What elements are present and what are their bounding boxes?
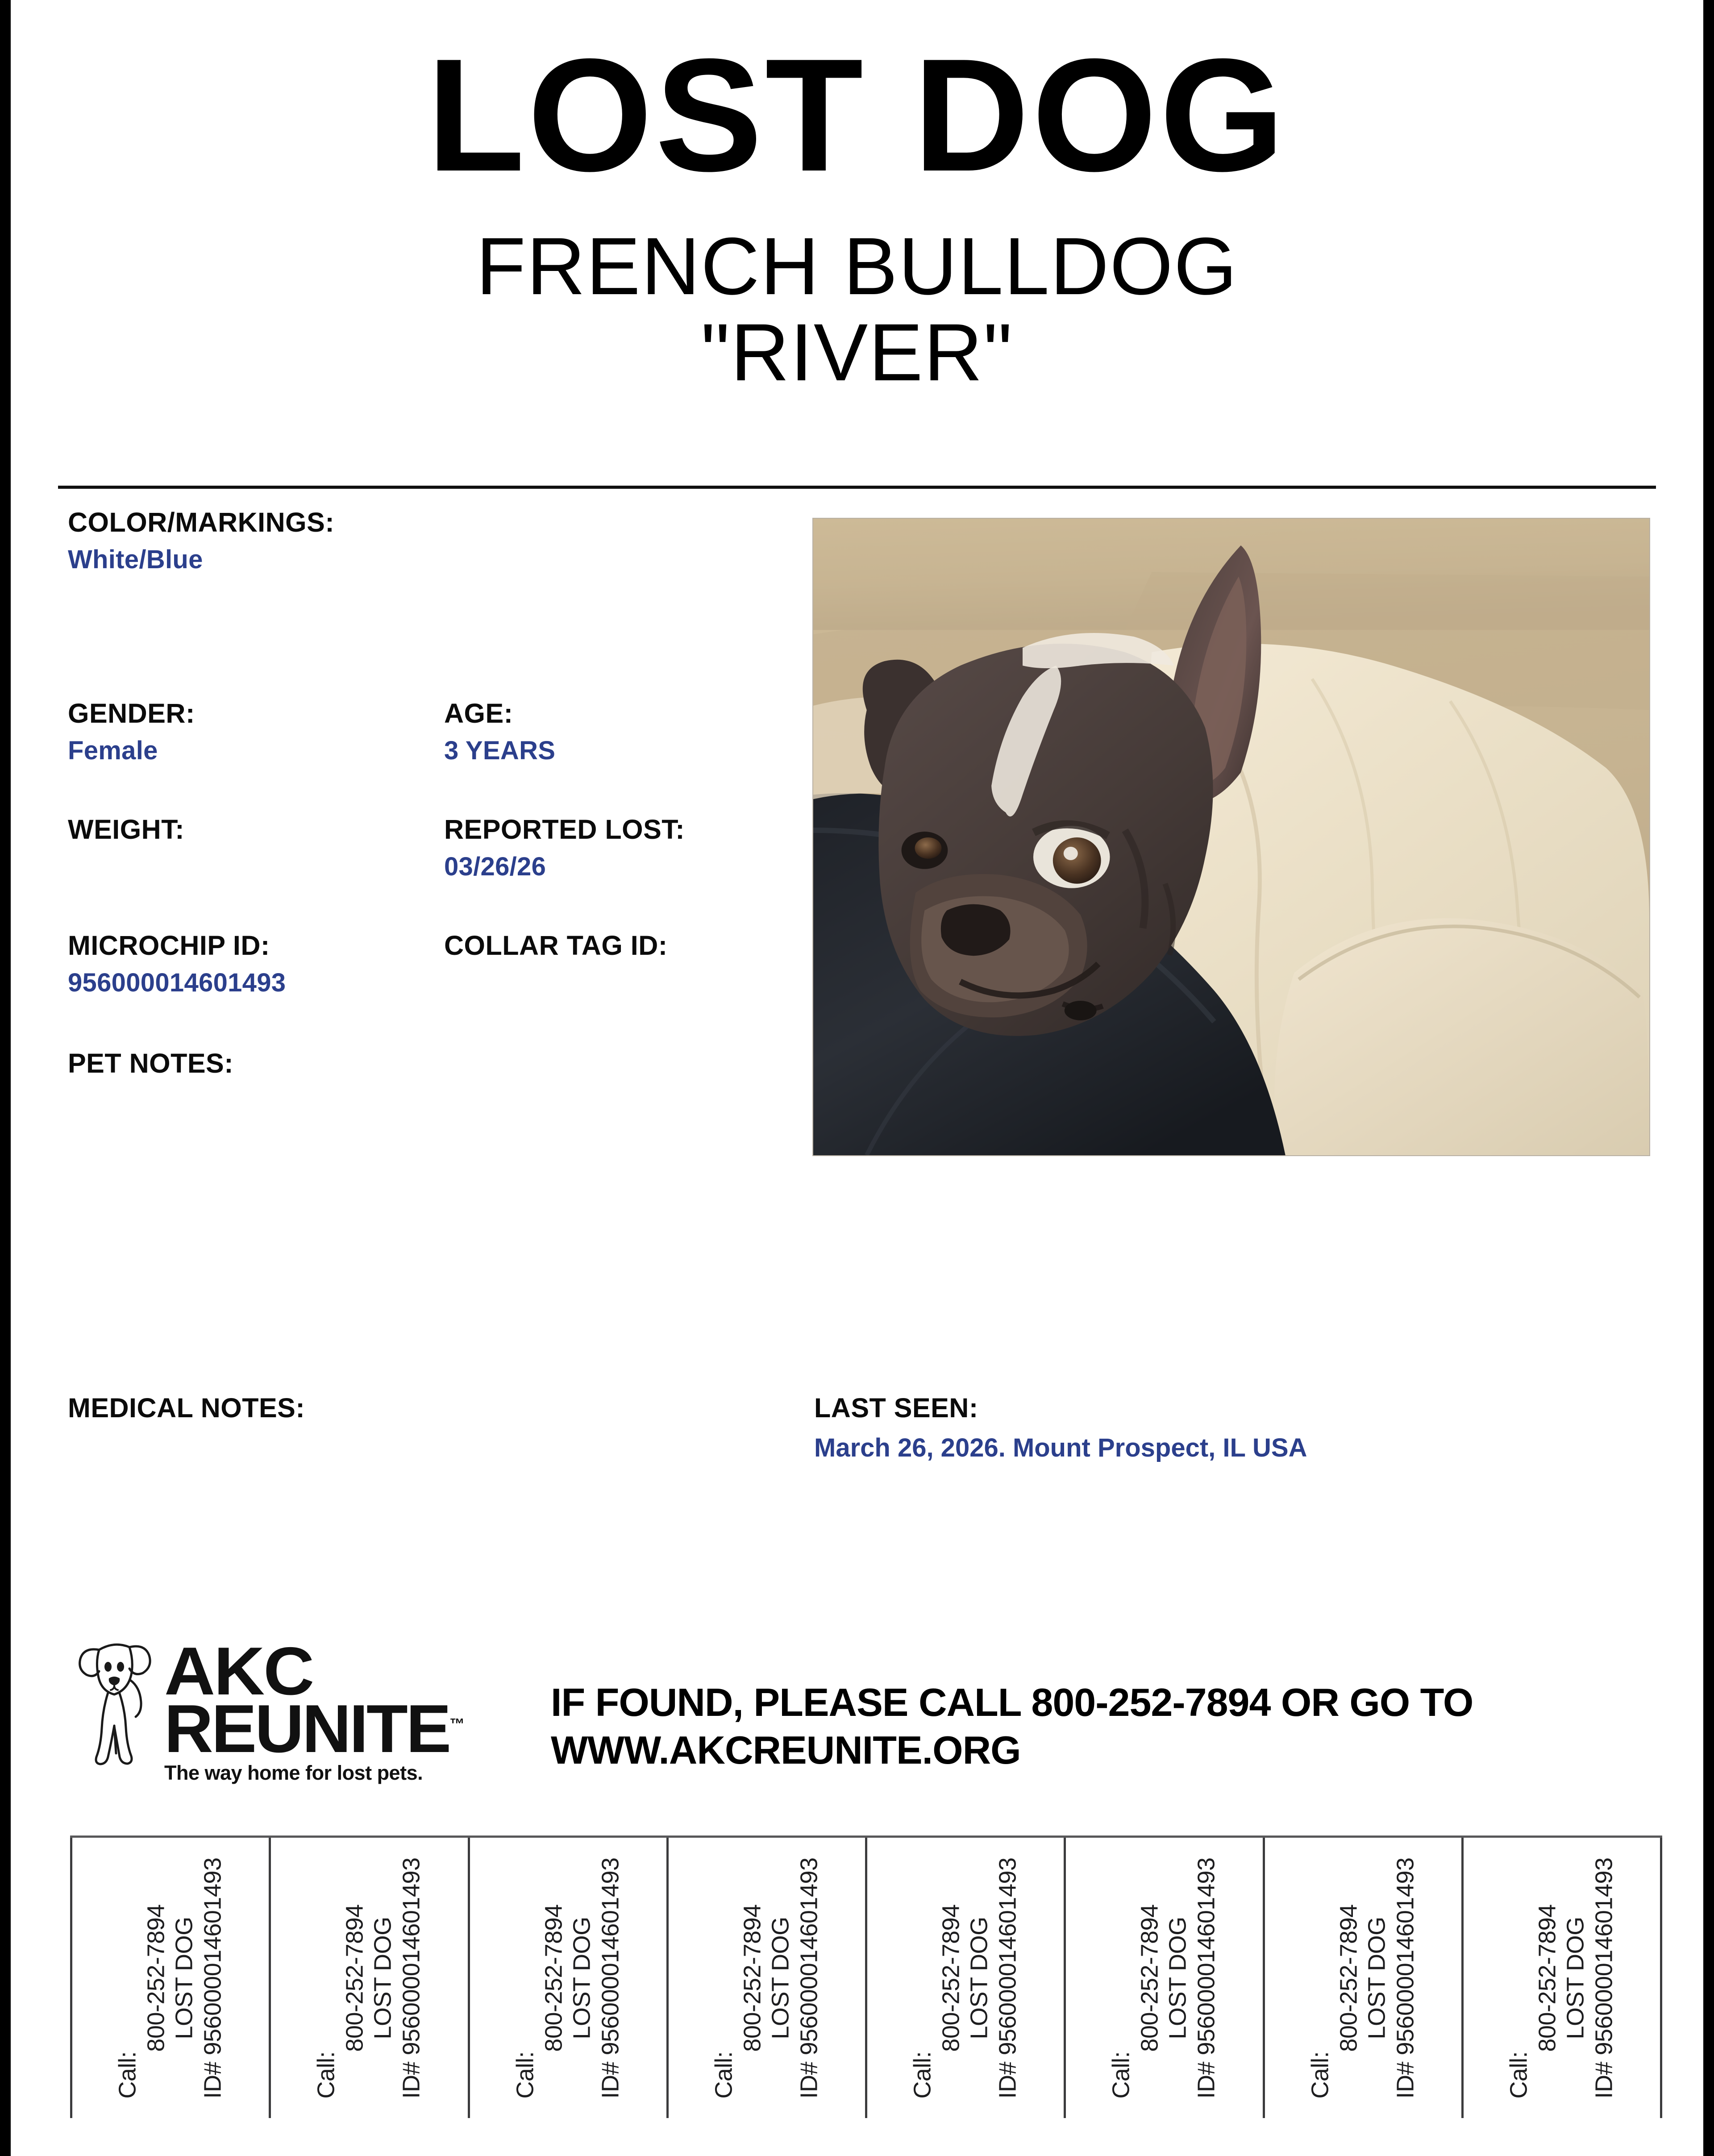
field-label: PET NOTES: (68, 1048, 234, 1078)
tear-off-tab-line: LOST DOG (966, 1916, 993, 2039)
field-value: White/Blue (68, 545, 203, 574)
field-gender (68, 698, 195, 766)
tear-off-tab-line: Call: (909, 2051, 936, 2099)
tear-off-tab-text (114, 1857, 228, 2098)
header-divider (58, 486, 1656, 489)
tear-off-tab-text (1505, 1857, 1618, 2098)
tear-off-tab-strip (70, 1836, 1662, 2116)
tear-off-tab-line: 800-252-7894 (1136, 1904, 1163, 2052)
tear-off-tab-inner (1066, 1838, 1262, 2118)
poster-header (11, 0, 1703, 398)
page-title: LOST DOG (427, 25, 1287, 205)
tear-off-tab-text (312, 1857, 426, 2098)
call-to-action (551, 1678, 1622, 1774)
tear-off-tab-line: LOST DOG (370, 1916, 397, 2039)
field-value: 3 YEARS (444, 736, 556, 766)
tear-off-tab[interactable] (470, 1838, 669, 2118)
field-pet-notes (68, 1048, 233, 1086)
tear-off-tab-line: LOST DOG (767, 1916, 794, 2039)
tear-off-tab-line: ID# 956000014601493 (795, 1857, 823, 2099)
tear-off-tab-inner (1464, 1838, 1660, 2118)
tear-off-tab-line: Call: (1505, 2051, 1532, 2099)
cta-line-1: IF FOUND, PLEASE CALL 800-252-7894 OR GO TO (551, 1680, 1473, 1724)
tear-off-tab-text (511, 1857, 625, 2098)
tear-off-tab-line: Call: (1107, 2051, 1135, 2099)
tear-off-tab-line: 800-252-7894 (1335, 1904, 1362, 2052)
tear-off-tab-line: LOST DOG (1562, 1916, 1589, 2039)
left-black-border (0, 0, 11, 2156)
logo-trademark: ™ (449, 1715, 465, 1732)
tear-off-tab-line: Call: (1306, 2051, 1334, 2099)
dog-outline-icon (73, 1634, 158, 1768)
tear-off-tab-line: ID# 956000014601493 (994, 1857, 1021, 2099)
tear-off-tab[interactable] (70, 1838, 271, 2118)
tear-off-tab-line: Call: (312, 2051, 340, 2099)
tear-off-tab-line: LOST DOG (171, 1916, 198, 2039)
logo-line-reunite: REUNITE (164, 1690, 450, 1767)
field-label: MEDICAL NOTES: (68, 1393, 305, 1423)
tear-off-tab-line: LOST DOG (1165, 1916, 1192, 2039)
tear-off-tab-line: ID# 956000014601493 (597, 1857, 624, 2099)
tear-off-tab-inner (669, 1838, 865, 2118)
tear-off-tab-line: Call: (710, 2051, 737, 2099)
field-value: March 26, 2026. Mount Prospect, IL USA (814, 1433, 1307, 1463)
field-value: Female (68, 736, 158, 766)
tear-off-tab-line: ID# 956000014601493 (1590, 1857, 1618, 2099)
field-collar-tag-id (444, 930, 668, 969)
field-age (444, 698, 555, 766)
akc-reunite-logo (73, 1633, 465, 1808)
tear-off-tab-line: 800-252-7894 (937, 1904, 965, 2052)
tear-off-tab-inner (271, 1838, 467, 2118)
logo-line-akc: AKC (164, 1633, 313, 1709)
tear-off-tab-line: LOST DOG (1363, 1916, 1390, 2039)
tear-off-tab-line: ID# 956000014601493 (199, 1857, 226, 2099)
field-label: MICROCHIP ID: (68, 930, 270, 961)
tear-off-tab-line: Call: (512, 2051, 539, 2099)
tear-off-tab-text (1107, 1857, 1221, 2098)
breed-label: FRENCH BULLDOG (476, 221, 1238, 312)
tear-off-tab-text (909, 1857, 1023, 2098)
logo-tagline: The way home for lost pets. (164, 1761, 423, 1785)
pet-name-label: "RIVER" (701, 306, 1013, 398)
tear-off-tab-line: ID# 956000014601493 (1193, 1857, 1220, 2099)
tear-off-tab-line: 800-252-7894 (1534, 1904, 1561, 2052)
tear-off-tab-inner (470, 1838, 666, 2118)
field-label: WEIGHT: (68, 814, 185, 845)
cta-line-2: WWW.AKCREUNITE.ORG (551, 1728, 1021, 1773)
tear-off-tab-inner (867, 1838, 1064, 2118)
field-label: REPORTED LOST: (444, 814, 685, 845)
tear-off-tab[interactable] (271, 1838, 470, 2118)
tear-off-tab[interactable] (1464, 1838, 1662, 2118)
field-label: GENDER: (68, 698, 195, 728)
tear-off-tab-line: LOST DOG (568, 1916, 595, 2039)
akc-dog-logo-icon (73, 1634, 158, 1768)
tear-off-tab-line: 800-252-7894 (341, 1904, 368, 2052)
tear-off-tab-text (1306, 1857, 1420, 2098)
tear-off-tab-inner (72, 1838, 269, 2118)
field-label: LAST SEEN: (814, 1393, 978, 1423)
tear-off-tab[interactable] (1265, 1838, 1464, 2118)
field-last-seen (814, 1393, 1307, 1463)
field-microchip-id (68, 930, 286, 998)
tear-off-tab-line: 800-252-7894 (142, 1904, 170, 2052)
poster-sheet (11, 0, 1703, 2156)
tear-off-tab-line: 800-252-7894 (540, 1904, 567, 2052)
right-black-border (1703, 0, 1714, 2156)
field-medical-notes (68, 1393, 305, 1431)
tear-off-tab-line: Call: (114, 2051, 141, 2099)
field-color-markings (68, 507, 334, 574)
pet-photo (812, 518, 1650, 1156)
dog-photo-icon (813, 519, 1649, 1155)
field-label: AGE: (444, 698, 513, 728)
field-label: COLLAR TAG ID: (444, 930, 668, 961)
field-reported-lost (444, 814, 685, 882)
tear-off-tab-line: ID# 956000014601493 (398, 1857, 425, 2099)
field-weight (68, 814, 184, 853)
tear-off-tab-line: ID# 956000014601493 (1392, 1857, 1419, 2099)
tear-off-tab-inner (1265, 1838, 1461, 2118)
field-label: COLOR/MARKINGS: (68, 507, 335, 537)
tear-off-tab[interactable] (1066, 1838, 1265, 2118)
tear-off-tab[interactable] (867, 1838, 1066, 2118)
tear-off-tab[interactable] (669, 1838, 867, 2118)
tear-off-tab-line: 800-252-7894 (739, 1904, 766, 2052)
tear-off-tab-text (710, 1857, 824, 2098)
field-value: 03/26/26 (444, 852, 546, 882)
field-value: 956000014601493 (68, 968, 286, 998)
